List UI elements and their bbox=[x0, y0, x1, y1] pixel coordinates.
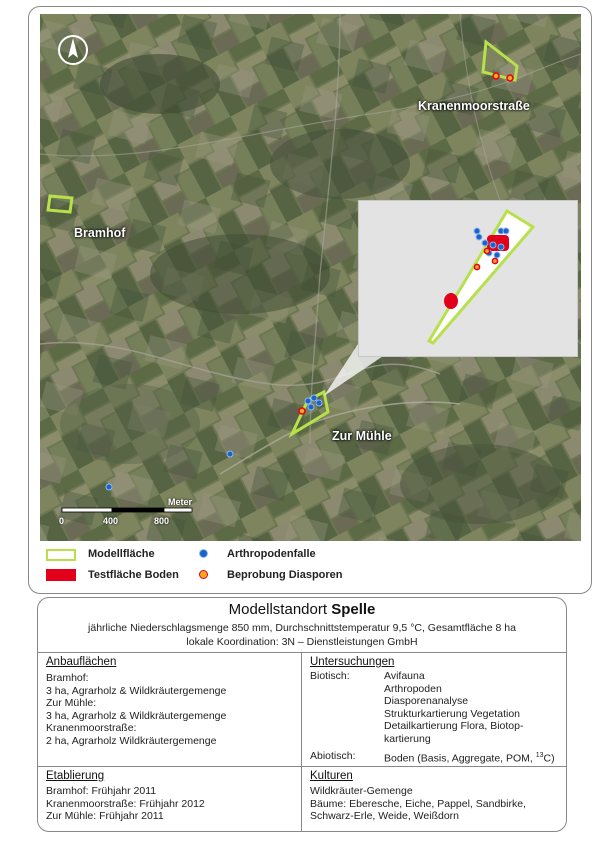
divider bbox=[38, 766, 566, 767]
site-title bbox=[38, 601, 566, 618]
legend-label-diasporen: Beprobung Diasporen bbox=[227, 569, 343, 581]
anbau-line: Kranenmoorstraße: bbox=[46, 722, 137, 734]
arthropodenfalle-point bbox=[106, 484, 112, 490]
divider bbox=[301, 652, 302, 831]
anbau-line: 2 ha, Agrarholz Wildkräutergemenge bbox=[46, 734, 217, 747]
biotisch-item: Detailkartierung Flora, Biotop- bbox=[384, 720, 524, 732]
kulturen-list bbox=[310, 785, 526, 823]
kulturen-title: Kulturen bbox=[310, 770, 353, 782]
arthropodenfalle-point bbox=[305, 398, 311, 404]
aerial-map[interactable] bbox=[40, 14, 581, 541]
diasporen-point bbox=[484, 248, 489, 253]
etablierung-line: Kranenmoorstraße: Frühjahr 2012 bbox=[46, 797, 205, 810]
scale-tick-400: 400 bbox=[103, 516, 119, 526]
arthropodenfalle-point bbox=[503, 228, 509, 234]
divider bbox=[38, 652, 566, 653]
anbau-list bbox=[46, 672, 226, 747]
legend-label-arthropodenfalle: Arthropodenfalle bbox=[227, 548, 316, 560]
scale-unit: Meter bbox=[168, 497, 193, 507]
arthropodenfalle-point bbox=[311, 395, 317, 401]
site-title-prefix: Modellstandort bbox=[228, 601, 328, 618]
biotisch-item: Avifauna bbox=[384, 670, 425, 682]
label-zur-muehle: Zur Mühle bbox=[332, 429, 392, 443]
diasporen-point bbox=[492, 258, 497, 263]
diasporen-point bbox=[507, 75, 513, 81]
arthropodenfalle-point bbox=[474, 228, 480, 234]
diasporen-point bbox=[474, 264, 479, 269]
anbau-line: Zur Mühle: bbox=[46, 697, 97, 709]
arthropodenfalle-point bbox=[498, 244, 504, 250]
untersuchungen-title: Untersuchungen bbox=[310, 656, 395, 668]
legend-swatch-modellflaeche bbox=[46, 549, 76, 561]
biotisch-item: Arthropoden bbox=[384, 682, 442, 695]
etablierung-title: Etablierung bbox=[46, 770, 105, 782]
abiotisch-main: Boden (Basis, Aggregate, POM, bbox=[384, 752, 536, 765]
anbau-title: Anbauflächen bbox=[46, 656, 117, 668]
arthropodenfalle-point bbox=[482, 240, 488, 246]
info-panel bbox=[37, 597, 567, 832]
scale-tick-800: 800 bbox=[154, 516, 170, 526]
arthropodenfalle-point bbox=[227, 451, 233, 457]
label-bramhof: Bramhof bbox=[74, 226, 126, 240]
diasporen-point bbox=[299, 408, 305, 414]
anbau-line: 3 ha, Agrarholz & Wildkräutergemenge bbox=[46, 709, 227, 722]
arthropodenfalle-point bbox=[308, 404, 314, 410]
arthropodenfalle-point bbox=[494, 252, 500, 258]
biotisch-list bbox=[384, 670, 523, 745]
diasporen-point bbox=[493, 73, 499, 79]
kulturen-line: Wildkräuter-Gemenge bbox=[310, 785, 413, 797]
modellflaeche-zoom bbox=[429, 211, 533, 343]
arthropodenfalle-point bbox=[316, 400, 322, 406]
anbau-line: Bramhof: bbox=[46, 672, 89, 684]
abiotisch-label: Abiotisch: bbox=[310, 750, 356, 762]
abiotisch-text bbox=[384, 750, 555, 765]
etablierung-line: Bramhof: Frühjahr 2011 bbox=[46, 785, 157, 797]
abiotisch-sup: 13 bbox=[535, 752, 544, 759]
inset-zoom bbox=[358, 200, 578, 357]
arthropodenfalle-point bbox=[476, 234, 482, 240]
legend-label-modellflaeche: Modellfläche bbox=[88, 548, 155, 560]
label-kranenmoorstrasse: Kranenmoorstraße bbox=[418, 99, 530, 113]
site-title-name: Spelle bbox=[331, 601, 376, 618]
map-legend bbox=[40, 541, 581, 589]
kulturen-line: Bäume: Eberesche, Eiche, Pappel, Sandbirke, bbox=[310, 797, 526, 810]
site-coordination-line: lokale Koordination: 3N – Dienstleistungen GmbH bbox=[186, 636, 418, 648]
etablierung-list bbox=[46, 785, 205, 823]
legend-icon-diasporen bbox=[199, 570, 208, 579]
etablierung-line: Zur Mühle: Frühjahr 2011 bbox=[46, 810, 164, 822]
biotisch-item: Diasporenanalyse bbox=[384, 695, 469, 707]
scale-bar bbox=[62, 508, 192, 512]
site-climate-line: jährliche Niederschlagsmenge 850 mm, Durchschnittstemperatur 9,5 °C, Gesamtfläche 8 ha bbox=[88, 622, 516, 634]
testflaeche-zoom bbox=[444, 293, 458, 309]
abiotisch-end: C) bbox=[543, 752, 555, 765]
biotisch-item: Strukturkartierung Vegetation bbox=[384, 707, 520, 720]
arthropodenfalle-point bbox=[490, 242, 496, 248]
kulturen-line: Schwarz-Erle, Weide, Weißdorn bbox=[310, 810, 459, 822]
anbau-line: 3 ha, Agrarholz & Wildkräutergemenge bbox=[46, 684, 227, 697]
biotisch-item: kartierung bbox=[384, 732, 431, 745]
scale-tick-0: 0 bbox=[59, 516, 65, 526]
biotisch-label: Biotisch: bbox=[310, 670, 350, 682]
legend-icon-arthropodenfalle bbox=[199, 549, 208, 558]
legend-label-testflaeche: Testfläche Boden bbox=[88, 569, 179, 581]
legend-swatch-testflaeche bbox=[46, 569, 76, 581]
